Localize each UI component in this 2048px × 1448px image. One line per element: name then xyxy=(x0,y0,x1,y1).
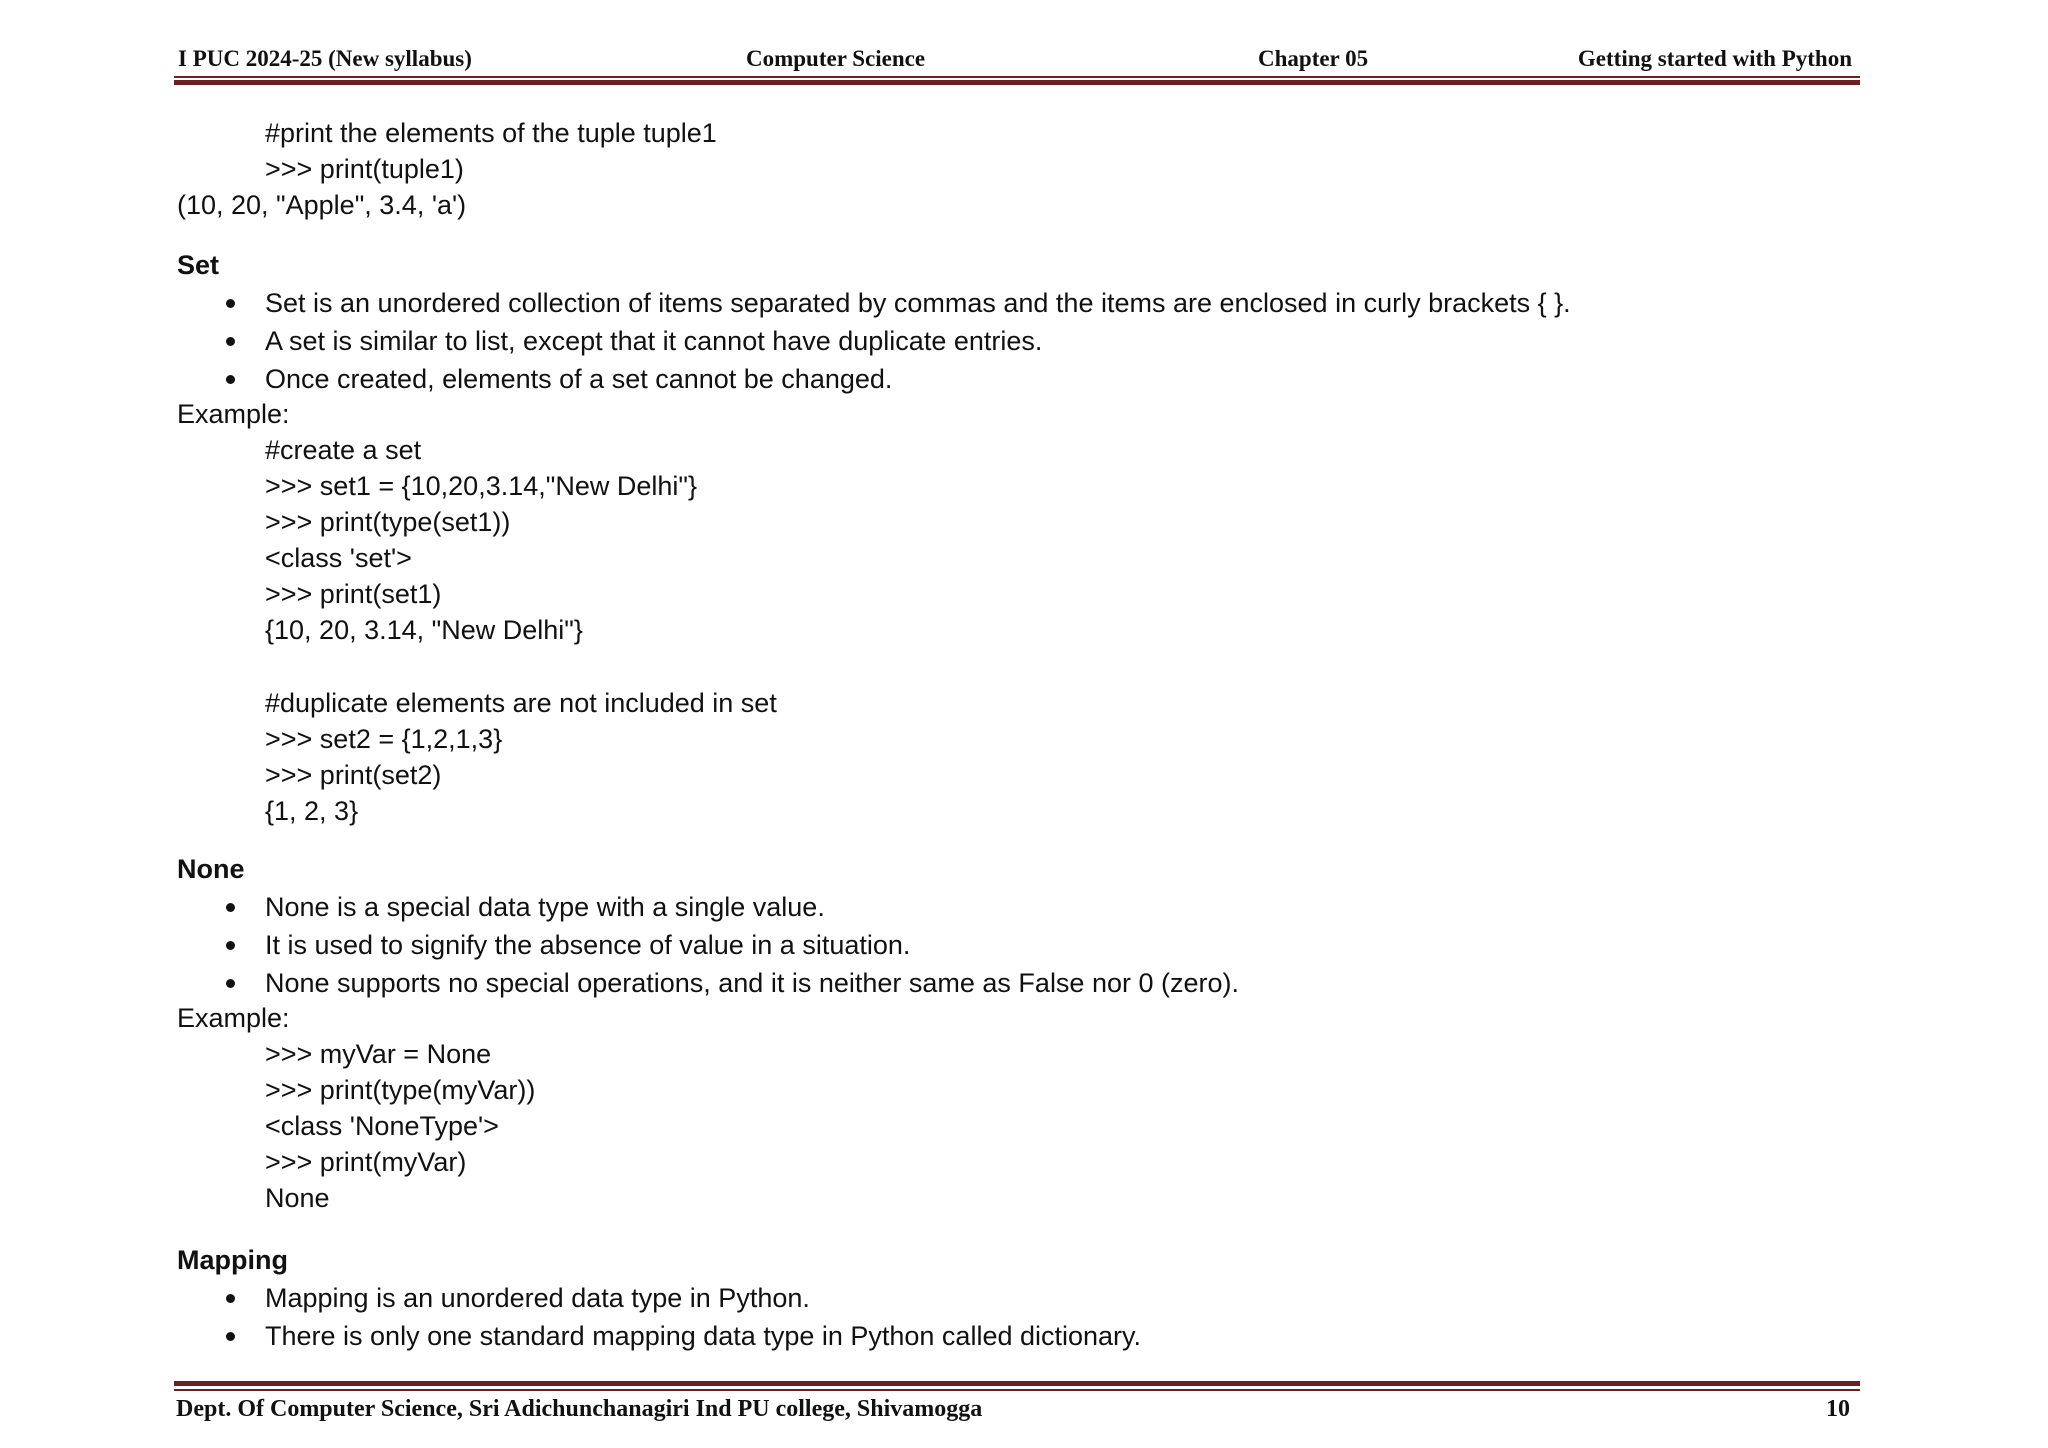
code-line: #create a set xyxy=(265,435,422,465)
section-heading-none: None xyxy=(177,854,245,884)
bullet-icon xyxy=(226,979,235,988)
code-line: None xyxy=(265,1183,330,1213)
code-line: <class 'set'> xyxy=(265,543,412,573)
bullet-item: Mapping is an unordered data type in Python. xyxy=(265,1283,810,1313)
code-line: >>> myVar = None xyxy=(265,1039,492,1069)
bullet-item: None is a special data type with a single value. xyxy=(265,892,825,922)
code-line: >>> print(tuple1) xyxy=(265,154,464,184)
bullet-item: A set is similar to list, except that it cannot have duplicate entries. xyxy=(265,326,1043,356)
page-footer xyxy=(176,1394,1858,1426)
code-line: {1, 2, 3} xyxy=(265,796,359,826)
header-course: I PUC 2024-25 (New syllabus) xyxy=(178,46,472,71)
code-line: #print the elements of the tuple tuple1 xyxy=(265,118,717,148)
bullet-icon xyxy=(226,941,235,950)
bullet-item: None supports no special operations, and it is neither same as False nor 0 (zero). xyxy=(265,968,1240,998)
bullet-item: Once created, elements of a set cannot be changed. xyxy=(265,364,893,394)
code-line: {10, 20, 3.14, "New Delhi"} xyxy=(265,615,583,645)
section-heading-set: Set xyxy=(177,250,220,280)
bullet-icon xyxy=(226,375,235,384)
bullet-icon xyxy=(226,1294,235,1303)
code-line: >>> print(myVar) xyxy=(265,1147,467,1177)
footer-rule-thick xyxy=(174,1381,1860,1386)
code-line: <class 'NoneType'> xyxy=(265,1111,499,1141)
code-line: #duplicate elements are not included in set xyxy=(265,688,777,718)
bullet-icon xyxy=(226,1332,235,1341)
bullet-icon xyxy=(226,299,235,308)
code-line: >>> print(type(set1)) xyxy=(265,507,511,537)
bullet-item: There is only one standard mapping data type in Python called dictionary. xyxy=(265,1321,1142,1351)
code-line: >>> print(set2) xyxy=(265,760,442,790)
footer-rule-thin xyxy=(174,1389,1860,1391)
header-subject: Computer Science xyxy=(746,46,926,71)
header-title: Getting started with Python xyxy=(1577,46,1852,71)
code-output: (10, 20, "Apple", 3.4, 'a') xyxy=(177,190,467,220)
page-header xyxy=(176,44,1858,74)
code-line: >>> set2 = {1,2,1,3} xyxy=(265,724,503,754)
code-line: >>> set1 = {10,20,3.14,"New Delhi"} xyxy=(265,471,697,501)
bullet-item: It is used to signify the absence of value in a situation. xyxy=(265,930,911,960)
code-line: >>> print(set1) xyxy=(265,579,442,609)
example-label: Example: xyxy=(177,399,290,429)
bullet-item: Set is an unordered collection of items separated by commas and the items are enclosed in curly brackets { }. xyxy=(265,288,1571,318)
example-label: Example: xyxy=(177,1003,290,1033)
bullet-icon xyxy=(226,337,235,346)
footer-dept: Dept. Of Computer Science, Sri Adichunchanagiri Ind PU college, Shivamogga xyxy=(176,1396,983,1422)
header-rule-thin xyxy=(174,76,1860,78)
section-heading-mapping: Mapping xyxy=(177,1245,288,1275)
header-chapter: Chapter 05 xyxy=(1258,46,1369,71)
header-rule-thick xyxy=(174,80,1860,85)
bullet-icon xyxy=(226,903,235,912)
page-number: 10 xyxy=(1826,1396,1850,1422)
code-line: >>> print(type(myVar)) xyxy=(265,1075,536,1105)
